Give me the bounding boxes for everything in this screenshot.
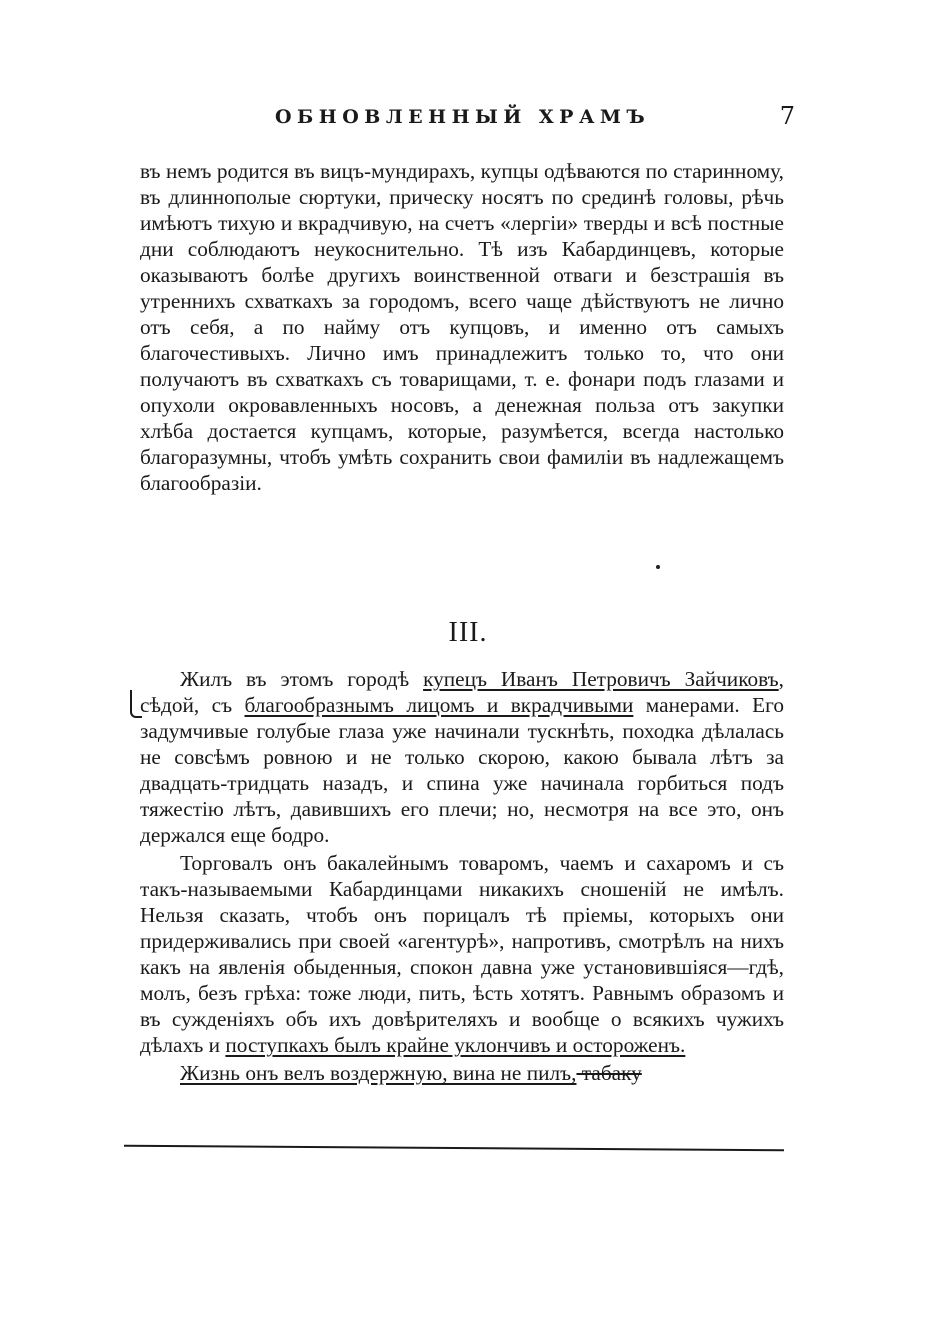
- underlined-text: благообразнымъ лицомъ и вкрадчивыми: [244, 693, 634, 717]
- paragraph-continuation: въ немъ родится въ вицъ-мундирахъ, купцы одѣваются по старинному, въ длиннополые сюртуки, прическу носятъ по срединѣ головы, рѣчь имѣютъ тихую и вкрадчивую, на счетъ «лергіи» тверды и всѣ постные дни соблюдаютъ неукоснительно. Тѣ изъ Кабардинцевъ, которые оказываютъ болѣе другихъ воинственной отваги и безстрашія въ утреннихъ схваткахъ за городомъ, всего чаще дѣйствуютъ не лично отъ себя, а по найму отъ купцовъ, и именно отъ самыхъ благочестивыхъ. Лично имъ принадлежитъ только то, что они получаютъ въ схваткахъ съ товарищами, т. е. фонари подъ глазами и опухоли окровавленныхъ носовъ, а денежная польза отъ закупки хлѣба достается купцамъ, которые, разумѣется, всегда настолько благоразумны, чтобъ умѣть сохранить свои фамиліи въ надлежащемъ благообразіи.: [140, 159, 784, 495]
- underlined-text: купецъ Иванъ Петровичъ Зайчиковъ: [423, 667, 779, 691]
- section-heading: III.: [448, 617, 488, 648]
- paragraph-trade: [140, 850, 784, 1058]
- paragraph-zaichikov: [140, 666, 784, 848]
- running-title: ОБНОВЛЕННЫЙ ХРАМЪ: [275, 106, 651, 128]
- pen-underline-stroke: [124, 1145, 784, 1152]
- underlined-text: поступкахъ былъ крайне уклончивъ и остороженъ.: [225, 1033, 686, 1057]
- text-run: Торговалъ онъ бакалейнымъ товаромъ, чаемъ и сахаромъ и съ такъ-называемыми Кабардинцами никакихъ сношеній не имѣлъ. Нельзя сказать, чтобъ онъ порицалъ тѣ пріемы, которыхъ они придерживались при своей «агентурѣ», напротивъ, смотрѣлъ на нихъ какъ на явленія обыденныя, спокон давна уже установившіяся—гдѣ, молъ, безъ грѣха: тоже люди, пить, ѣсть хотятъ. Равнымъ образомъ и въ сужденіяхъ объ ихъ довѣрителяхъ и вообще о всякихъ чужихъ дѣлахъ и: [140, 851, 784, 1057]
- page-number: 7: [779, 102, 795, 130]
- text-run: , сѣдой, съ: [140, 667, 784, 717]
- page-header: [140, 102, 795, 136]
- ink-dot: [656, 565, 660, 569]
- text-block-top: [140, 158, 784, 496]
- paragraph-life: [140, 1060, 784, 1086]
- text-block-section: [140, 666, 784, 1086]
- text-run: Жилъ въ этомъ городѣ: [180, 667, 424, 691]
- text-run: манерами. Его задумчивые голубые глаза уже начинали тускнѣть, походка дѣлалась не совсѣмъ ровною и не только скорою, какою бывала лѣтъ за двадцать-тридцать назадъ, и спина уже начинала горбиться подъ тяжестію лѣтъ, давившихъ его плечи; но, несмотря на все это, онъ держался еще бодро.: [140, 693, 784, 847]
- underlined-text: Жизнь онъ велъ воздержную, вина не пилъ,: [180, 1061, 577, 1085]
- struck-text: табаку: [576, 1061, 642, 1085]
